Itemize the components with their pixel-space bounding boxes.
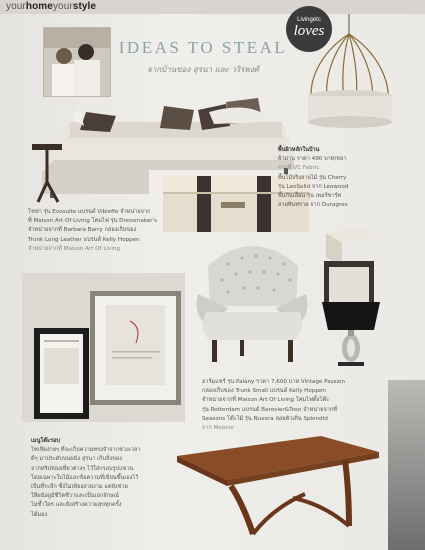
page-header — [0, 0, 425, 14]
tufted-armchair-image — [188, 236, 316, 366]
chair-caption: อาร์มแชร์ รุ่น Palany ราคา 7,600 บาท Vintage Passion กล่องเก็บของ Trunk Small แบรนด์ Kelly Hoppen จำหน่ายจากที่ Maison Art Of Living โคมไฟตั้งโต๊ะ รุ่น Rotterdam แบรนด์ Barovier&Toso จำหน่ายจากที่ Seasons โต๊ะไม้ รุ่น Nuvora ลอยตัวเดิน Splendid จาก Moonie — [202, 379, 345, 432]
page-subtitle: จากบ้านของ สุรนา และ วริรพงศ์ — [147, 65, 259, 74]
wooden-desk-image — [173, 434, 381, 538]
silver-frame-image — [90, 291, 181, 405]
side-table-image — [30, 142, 70, 204]
marble-edge-decor — [388, 380, 425, 550]
owners-portrait-photo — [43, 27, 111, 97]
table-lamp-image — [316, 300, 386, 382]
brand-logo: yourhomeyourstyle — [6, 1, 97, 12]
menu-caption: เมนูโต๊ะรอบ โซเฟียง่ายๆ ที่จะเก็บความทรงจำจากช่วงเวลา ดีๆ มาประดับบนผนัง สุรนา เก็บสิ่งของ จากทริปท่องเที่ยวต่างๆ ไว้ใส่กรอบรูปแขวน โดยเฉพาะใบไม้และข้อความที่เขียนขึ้นเองไว้ เป็นที่ระลึก ซึ่งไม่เพียงสวยงาม แต่ยังช่วย ให้ผนังดูมีชีวิตชีวาและเป็นเอกลักษณ์ ไม่ซ้ำใคร และยังสร้างความสุขทุกครั้ง ได้มอง — [31, 438, 141, 518]
sofa-caption: โซฟา รุ่น Evosuite แบรนด์ Vibieffe จำหน่ายจาก ที่ Maison Art Of Living โคมไฟ รุ่น Dressmaker's จำหน่ายจากที่ Barbara Barry กล่องเก็บของ Trunk Long Leather แบรนด์ Kelly Hoppen จำหน่ายจากที่ Maison Art Of Living — [28, 209, 158, 252]
page-title: IDEAS TO STEAL — [118, 38, 288, 57]
floor-caption: พื้นผิวหลักในบ้าน ผ้าม่าน ราคา 490 บาท/หลา จากที่ VC Fabric พื้นไม้จริงลายไม้ รุ่น Cherry รุ่น LeoSolid จาก Leowood พื้นกันเลื่อน รุ่น เพอร์ซาร์ท ลายหินทราย จาก Duragres — [278, 147, 349, 209]
black-frame-image — [34, 328, 89, 419]
livingetc-loves-badge: Livingetc loves — [286, 6, 332, 52]
